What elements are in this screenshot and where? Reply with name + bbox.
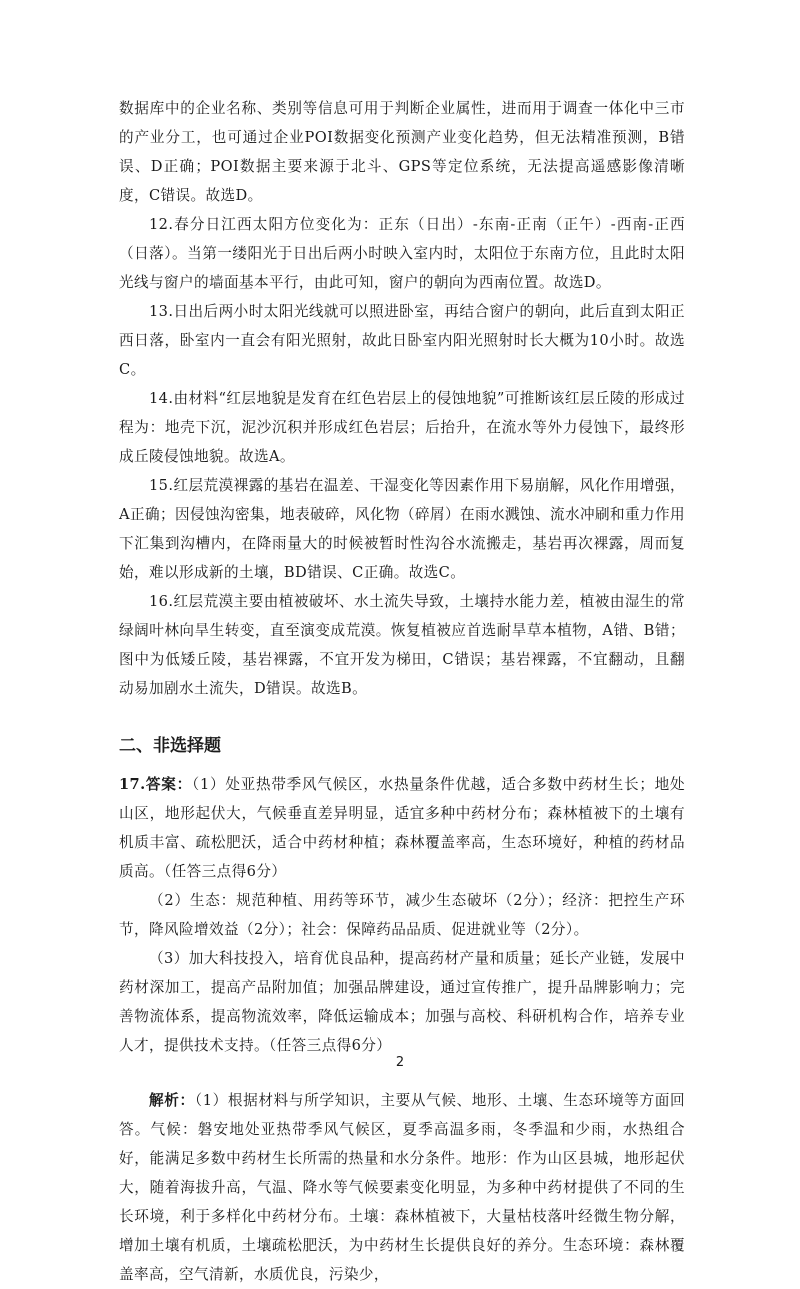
paragraph-q12: 12.春分日江西太阳方位变化为：正东（日出）-东南-正南（正午）-西南-正西（日落）。当第一缕阳光于日出后两小时映入室内时，太阳位于东南方位，且此时太阳光线与窗户的墙面基本平行，由此可知，窗户的朝向为西南位置。故选D。 <box>119 216 685 291</box>
page-number: 2 <box>395 1055 405 1070</box>
paragraph-q15: 15.红层荒漠裸露的基岩在温差、干湿变化等因素作用下易崩解，风化作用增强，A正确；因侵蚀沟密集，地表破碎，风化物（碎屑）在雨水溅蚀、流水冲刷和重力作用下汇集到沟槽内，在降雨量大的时候被暂时性沟谷水流搬走，基岩再次裸露，周而复始，难以形成新的土壤，BD错误、C正确。故选C。 <box>119 477 685 581</box>
analysis-label: 解析： <box>149 1092 195 1109</box>
answer-17-part1 <box>119 770 685 886</box>
analysis-text: （1）根据材料与所学知识，主要从气候、地形、土壤、生态环境等方面回答。气候：磐安地处亚热带季风气候区，夏季高温多雨，冬季温和少雨，水热组合好，能满足多数中药材生长所需的热量和水分条件。地形：作为山区县城，地形起伏大，随着海拔升高，气温、降水等气候要素变化明显，为多种中药材提供了不同的生长环境，利于多样化中药材分布。土壤：森林植被下，大量枯枝落叶经微生物分解，增加土壤有机质，土壤疏松肥沃，为中药材生长提供良好的养分。生态环境：森林覆盖率高，空气清新，水质优良，污染少， <box>119 1092 685 1283</box>
answer-label: 17.答案： <box>119 776 192 793</box>
section-title: 二、非选择题 <box>119 736 221 756</box>
answer-17-part3: （3）加大科技投入，培育优良品种，提高药材产量和质量；延长产业链，发展中药材深加工，提高产品附加值；加强品牌建设，通过宣传推广，提升品牌影响力；完善物流体系，提高物流效率，降低运输成本；加强与高校、科研机构合作，培养专业人才，提供技术支持。（任答三点得6分） <box>119 950 685 1054</box>
analysis-paragraph <box>119 1086 685 1289</box>
paragraph-q13: 13.日出后两小时太阳光线就可以照进卧室，再结合窗户的朝向，此后直到太阳正西日落，卧室内一直会有阳光照射，故此日卧室内阳光照射时长大概为10小时。故选C。 <box>119 303 685 378</box>
paragraph-q16: 16.红层荒漠主要由植被破坏、水土流失导致，土壤持水能力差，植被由湿生的常绿阔叶林向旱生转变，直至演变成荒漠。恢复植被应首选耐旱草本植物，A错、B错；图中为低矮丘陵，基岩裸露，不宜开发为梯田，C错误；基岩裸露，不宜翻动，且翻动易加剧水土流失，D错误。故选B。 <box>119 593 685 697</box>
paragraph-q11-cont: 数据库中的企业名称、类别等信息可用于判断企业属性，进而用于调查一体化中三市的产业分工，也可通过企业POI数据变化预测产业变化趋势，但无法精准预测，B错误、D正确；POI数据主要来源于北斗、GPS等定位系统，无法提高遥感影像清晰度，C错误。故选D。 <box>119 100 685 204</box>
document-body <box>119 94 685 1289</box>
paragraph-q14: 14.由材料“红层地貌是发育在红色岩层上的侵蚀地貌”可推断该红层丘陵的形成过程为：地壳下沉，泥沙沉积并形成红色岩层；后抬升，在流水等外力侵蚀下，最终形成丘陵侵蚀地貌。故选A。 <box>119 390 685 465</box>
answer-17-part1-text: （1）处亚热带季风气候区，水热量条件优越，适合多数中药材生长；地处山区，地形起伏大，气候垂直差异明显，适宜多种中药材分布；森林植被下的土壤有机质丰富、疏松肥沃，适合中药材种植；森林覆盖率高，生态环境好，种植的药材品质高。（任答三点得6分） <box>119 776 685 880</box>
answer-17-part2: （2）生态：规范种植、用药等环节，减少生态破坏（2分）；经济：把控生产环节，降风险增效益（2分）；社会：保障药品品质、促进就业等（2分）。 <box>119 892 685 938</box>
